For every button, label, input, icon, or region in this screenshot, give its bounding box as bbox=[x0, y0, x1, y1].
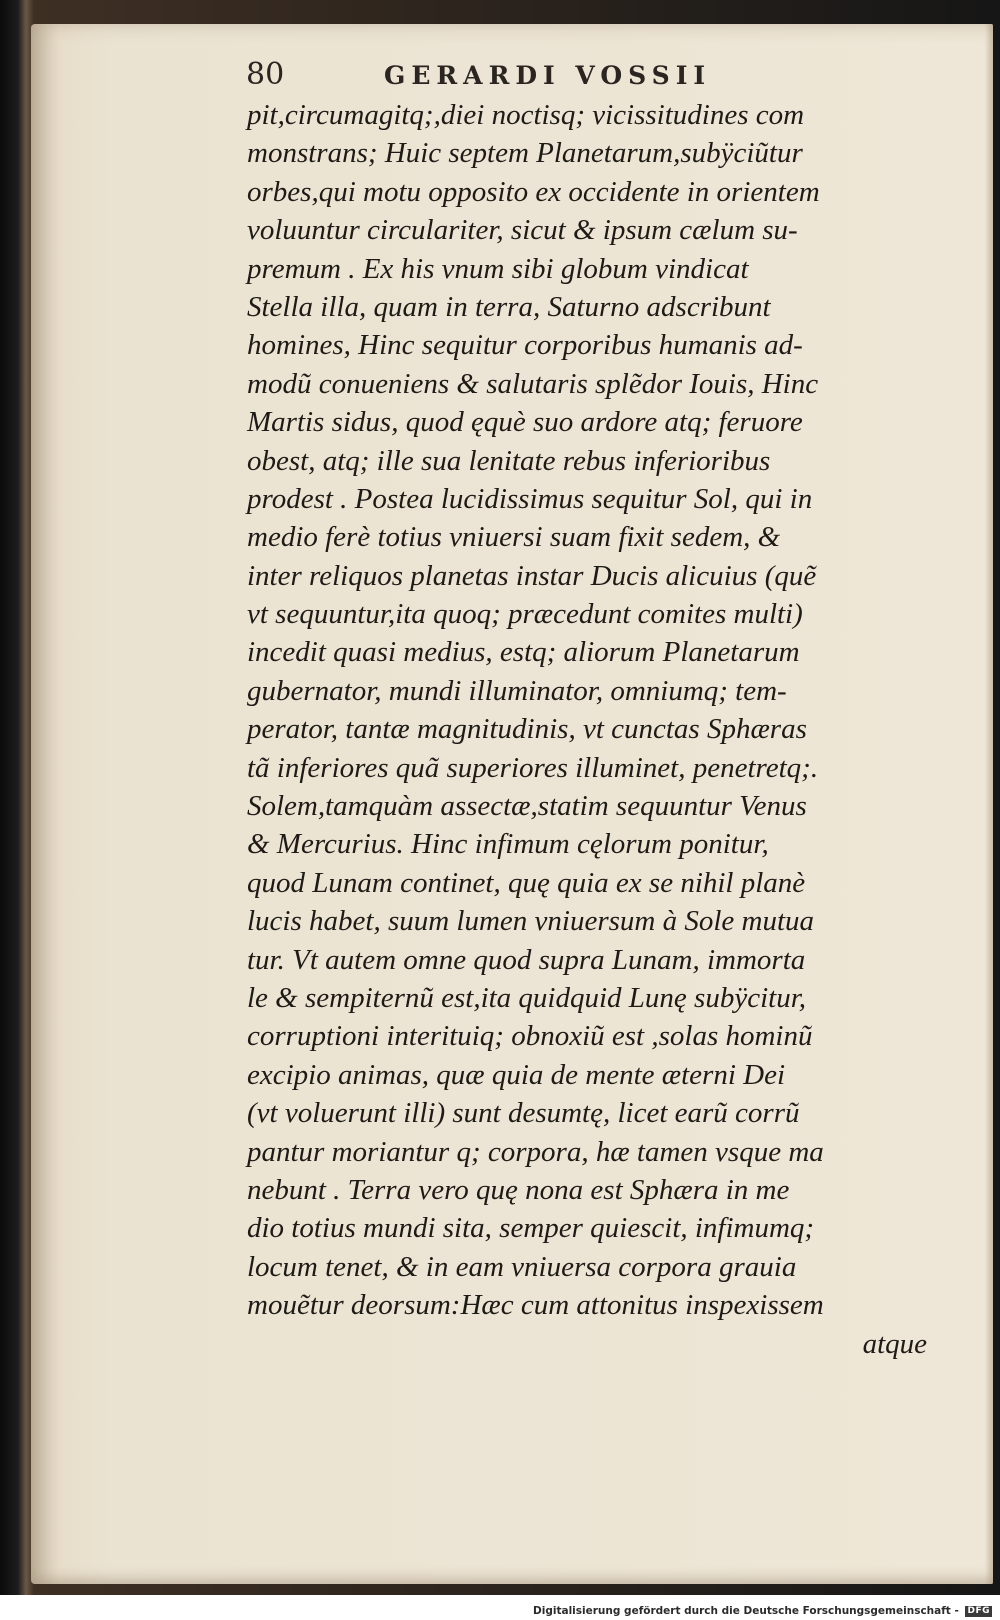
text-line: nebunt . Terra vero quę nona est Sphæra in me bbox=[247, 1173, 790, 1206]
catchword: atque bbox=[862, 1327, 927, 1360]
body-text bbox=[247, 96, 927, 1363]
credit-text: Digitalisierung gefördert durch die Deutsche Forschungsgemeinschaft - bbox=[533, 1605, 959, 1617]
text-line: pit,circumagitq;,diei noctisq; vicissitudines com bbox=[247, 99, 805, 131]
text-line: voluuntur circulariter, sicut & ipsum cælum su- bbox=[247, 214, 798, 247]
text-line: le & sempiternũ est,ita quidquid Lunę subÿcitur, bbox=[247, 981, 807, 1014]
text-line: tã inferiores quã superiores illuminet, penetretq;. bbox=[247, 751, 819, 784]
text-line: monstrans; Huic septem Planetarum,subÿciũtur bbox=[247, 137, 803, 170]
text-line: vt sequuntur,ita quoq; præcedunt comites multi) bbox=[247, 598, 803, 631]
text-line: (vt voluerunt illi) sunt desumtę, licet earũ corrũ bbox=[247, 1097, 800, 1130]
page-number: 80 bbox=[246, 57, 285, 92]
text-line: inter reliquos planetas instar Ducis alicuius (quẽ bbox=[247, 559, 817, 592]
text-line: gubernator, mundi illuminator, omniumq; tem- bbox=[247, 674, 787, 707]
text-line: orbes,qui motu opposito ex occidente in orientem bbox=[247, 175, 820, 208]
text-line: lucis habet, suum lumen vniuersum à Sole mutua bbox=[247, 905, 815, 938]
text-line: tur. Vt autem omne quod supra Lunam, immorta bbox=[247, 943, 806, 976]
text-line: corruptioni interituiq; obnoxiũ est ,solas hominũ bbox=[247, 1020, 813, 1053]
text-line: perator, tantæ magnitudinis, vt cunctas Sphæras bbox=[247, 713, 807, 746]
text-line: excipio animas, quæ quia de mente æterni Dei bbox=[247, 1058, 786, 1091]
page-edge-shadow bbox=[985, 24, 993, 1584]
text-line: obest, atq; ille sua lenitate rebus inferioribus bbox=[247, 444, 771, 477]
running-head-title: GERARDI VOSSII bbox=[384, 61, 712, 90]
dfg-logo: DFG bbox=[967, 1605, 990, 1616]
text-line: incedit quasi medius, estq; aliorum Planetarum bbox=[247, 636, 800, 669]
text-line: pantur moriantur q; corpora, hæ tamen vsque ma bbox=[247, 1135, 824, 1168]
text-line: quod Lunam continet, quę quia ex se nihil planè bbox=[247, 866, 806, 899]
text-line: premum . Ex his vnum sibi globum vindicat bbox=[247, 252, 749, 285]
text-line: & Mercurius. Hinc infimum cęlorum ponitur, bbox=[247, 828, 769, 861]
text-line: Stella illa, quam in terra, Saturno adscribunt bbox=[247, 290, 771, 323]
text-line: locum tenet, & in eam vniuersa corpora grauia bbox=[247, 1250, 797, 1283]
text-line: dio totius mundi sita, semper quiescit, infimumq; bbox=[247, 1212, 815, 1245]
text-line: prodest . Postea lucidissimus sequitur Sol, qui in bbox=[247, 482, 813, 515]
text-line: medio ferè totius vniuersi suam fixit sedem, & bbox=[247, 521, 781, 554]
text-line: mouẽtur deorsum:Hæc cum attonitus inspexissem bbox=[247, 1289, 824, 1322]
text-line: homines, Hinc sequitur corporibus humanis ad- bbox=[247, 329, 803, 362]
digitization-credit bbox=[533, 1605, 992, 1617]
text-line: Martis sidus, quod ęquè suo ardore atq; feruore bbox=[247, 406, 803, 439]
text-line: modũ conueniens & salutaris splẽdor Iouis, Hinc bbox=[247, 367, 819, 400]
text-line: Solem,tamquàm assectæ,statim sequuntur Venus bbox=[247, 790, 807, 823]
running-head bbox=[246, 57, 846, 97]
